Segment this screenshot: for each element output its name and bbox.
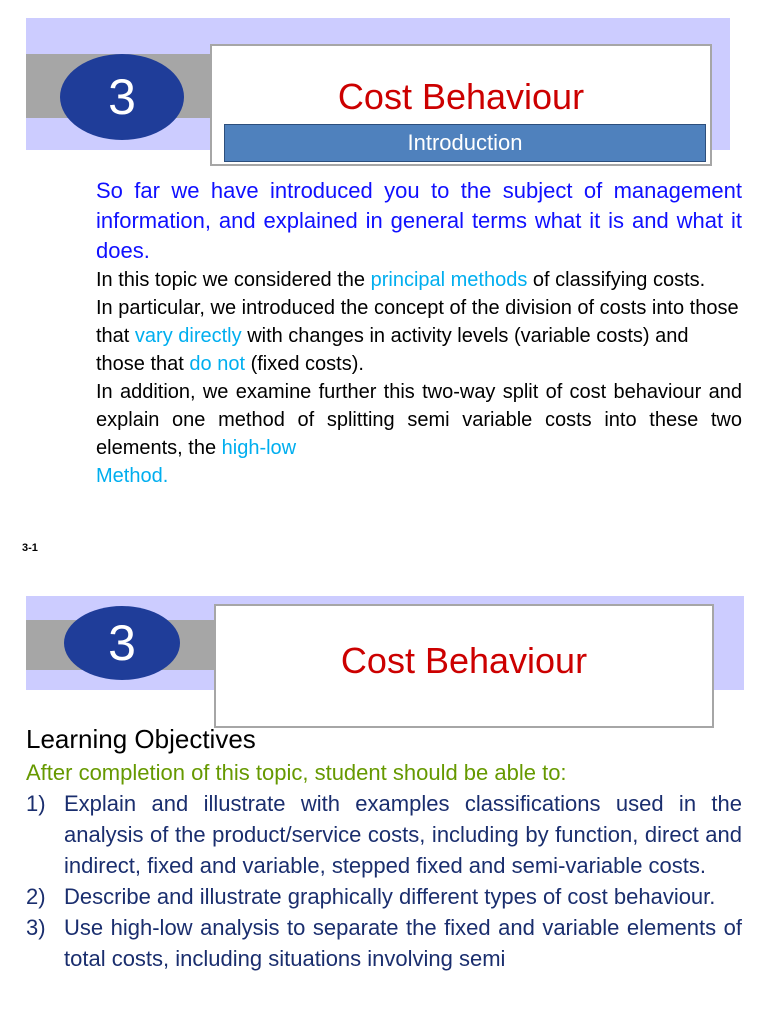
slide-number: 3-1 xyxy=(22,542,38,554)
chapter-number-badge xyxy=(64,606,180,680)
list-number: 3) xyxy=(26,915,46,940)
chapter-number-badge xyxy=(60,54,184,140)
slide-1-body xyxy=(96,176,742,490)
list-number: 2) xyxy=(26,884,46,909)
list-item-text: Explain and illustrate with examples classifications used in the analysis of the product/service costs, including by function, direct and indirect, fixed and variable, stepped fixed and semi-variable costs. xyxy=(64,791,742,878)
list-item-text: Use high-low analysis to separate the fixed and variable elements of total costs, including situations involving semi xyxy=(64,915,742,971)
list-number: 1) xyxy=(26,791,46,816)
highlight-principal-methods: principal methods xyxy=(370,269,528,291)
text-segment: of classifying costs. xyxy=(532,269,706,291)
subtitle-bar: Introduction xyxy=(224,124,706,162)
slide-2 xyxy=(0,580,768,1024)
text-segment: In particular, we introduced the concept of the division of costs into those that xyxy=(96,297,739,347)
learning-objectives-heading: Learning Objectives xyxy=(26,724,256,754)
chapter-number: 3 xyxy=(108,69,136,125)
objectives-list xyxy=(26,788,742,974)
title-box xyxy=(210,44,712,166)
paragraph-division xyxy=(96,294,742,378)
paragraph-methods xyxy=(96,266,742,294)
highlight-vary-directly: vary directly xyxy=(134,325,242,347)
text-segment: with changes in activity levels (variable costs) and those that xyxy=(96,325,689,375)
slide-title: Cost Behaviour xyxy=(340,640,588,681)
intro-paragraph: So far we have introduced you to the subject of management information, and explained in general terms what it is and what it does. xyxy=(96,178,742,263)
list-item xyxy=(26,881,742,912)
slide-title: Cost Behaviour xyxy=(337,76,585,117)
chapter-number: 3 xyxy=(108,615,136,671)
title-box xyxy=(214,604,714,728)
list-item-text: Describe and illustrate graphically different types of cost behaviour. xyxy=(64,884,716,909)
text-segment: (fixed costs). xyxy=(250,353,364,375)
list-item xyxy=(26,788,742,881)
highlight-high-low: high-low xyxy=(221,437,297,459)
learning-objectives-subheading: After completion of this topic, student should be able to: xyxy=(26,760,567,785)
list-item xyxy=(26,912,742,974)
highlight-do-not: do not xyxy=(189,353,246,375)
text-segment: In addition, we examine further this two-way split of cost behaviour and explain one method of splitting semi variable costs into these two elements, the xyxy=(96,381,742,459)
paragraph-high-low xyxy=(96,378,742,490)
text-segment: In this topic we considered the xyxy=(96,269,366,291)
highlight-method: Method. xyxy=(96,465,169,487)
